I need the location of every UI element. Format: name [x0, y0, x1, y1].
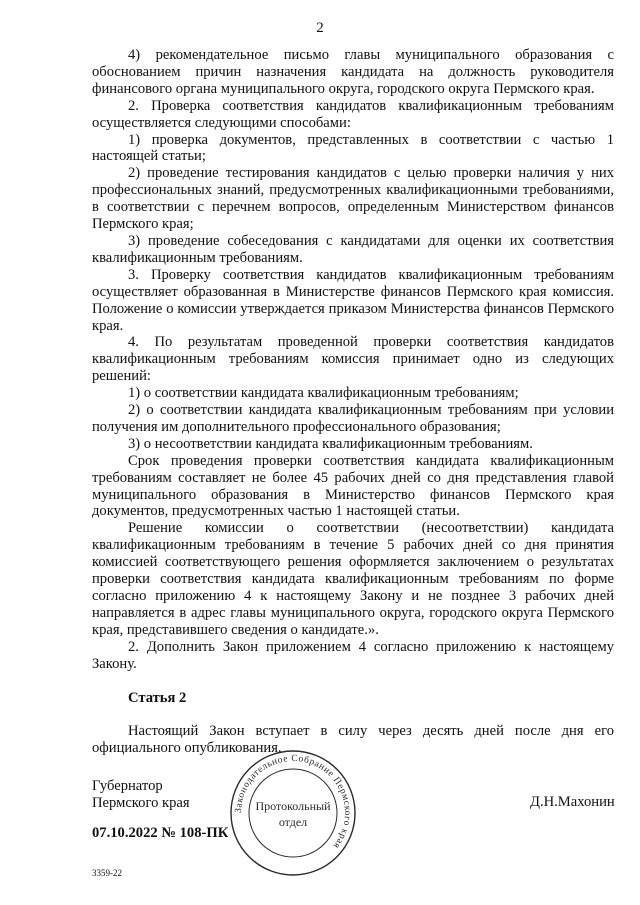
paragraph-interview: 3) проведение собеседования с кандидатами для оценки их соответствия квалификационным требованиям.	[92, 232, 614, 266]
paragraph-decisions: 4. По результатам проведенной проверки соответствия кандидатов квалификационным требованиям комиссия принимает одно из следующих решений:	[92, 334, 614, 385]
stamp-ring-text: Законодательное Собрание Пермского края	[233, 753, 353, 851]
signature-title	[92, 778, 190, 812]
paragraph-commission: 3. Проверку соответствия кандидатов квалификационным требованиям осуществляет образованная в Министерстве финансов Пермского края комиссия. Положение о комиссии утверждается приказом Министерства финансов Пермского края.	[92, 266, 614, 334]
document-body	[92, 47, 614, 757]
signature-title-line2: Пермского края	[92, 795, 190, 811]
stamp-center-line2: отдел	[278, 815, 308, 829]
signature-title-line1: Губернатор	[92, 778, 163, 794]
paragraph-appendix-addition: 2. Дополнить Закон приложением 4 согласно приложению к настоящему Закону.	[92, 638, 614, 672]
article-heading: Статья 2	[128, 689, 187, 706]
signature-name: Д.Н.Махонин	[530, 794, 615, 810]
paragraph-decision-noncompliant: 3) о несоответствии кандидата квалификационным требованиям.	[128, 435, 533, 452]
stamp-center-line1: Протокольный	[255, 799, 331, 813]
official-stamp	[228, 748, 358, 878]
law-date-number: 07.10.2022 № 108-ПК	[92, 825, 229, 841]
paragraph-testing: 2) проведение тестирования кандидатов с целью проверки наличия у них профессиональных знаний, предусмотренных квалификационными требованиями, в соответствии с перечнем вопросов, определенным Министерством финансов Пермского края;	[92, 165, 614, 233]
paragraph-decision-conditional: 2) о соответствии кандидата квалификационным требованиям при условии получения им дополнительного профессионального образования;	[92, 402, 614, 435]
page-number: 2	[316, 20, 324, 36]
paragraph-commission-decision: Решение комиссии о соответствии (несоответствии) кандидата квалификационным требованиям в течение 5 рабочих дней со дня принятия комиссией соответствующего решения оформляется заключением о результатах проверки соответствия кандидата квалификационным требованиям по форме согласно приложению 4 к настоящему Закону и не позднее 3 рабочих дней направляется в адрес главы муниципального округа, городского округа Пермского края, представившего сведения о кандидате.».	[92, 520, 614, 638]
paragraph-document-check: 1) проверка документов, представленных в соответствии с частью 1 настоящей статьи;	[92, 131, 614, 165]
paragraph-verification-term: Срок проведения проверки соответствия кандидата квалификационным требованиям составляет не более 45 рабочих дней со дня представления главой муниципального образования в Министерство финансов Пермского края документов, предусмотренных частью 1 настоящей статьи.	[92, 452, 614, 520]
document-code: 3359-22	[92, 868, 122, 878]
paragraph-decision-compliant: 1) о соответствии кандидата квалификационным требованиям;	[128, 385, 519, 402]
paragraph-item-4-recommendation-letter: 4) рекомендательное письмо главы муниципального образования с обоснованием причин назначения кандидата на должность руководителя финансового органа муниципального округа, городского округа Пермского края.	[92, 47, 614, 97]
paragraph-verification-methods: 2. Проверка соответствия кандидатов квалификационным требованиям осуществляется следующими способами:	[92, 97, 614, 131]
paragraph-entry-into-force: Настоящий Закон вступает в силу через десять дней после дня его официального опубликования.	[92, 723, 614, 757]
